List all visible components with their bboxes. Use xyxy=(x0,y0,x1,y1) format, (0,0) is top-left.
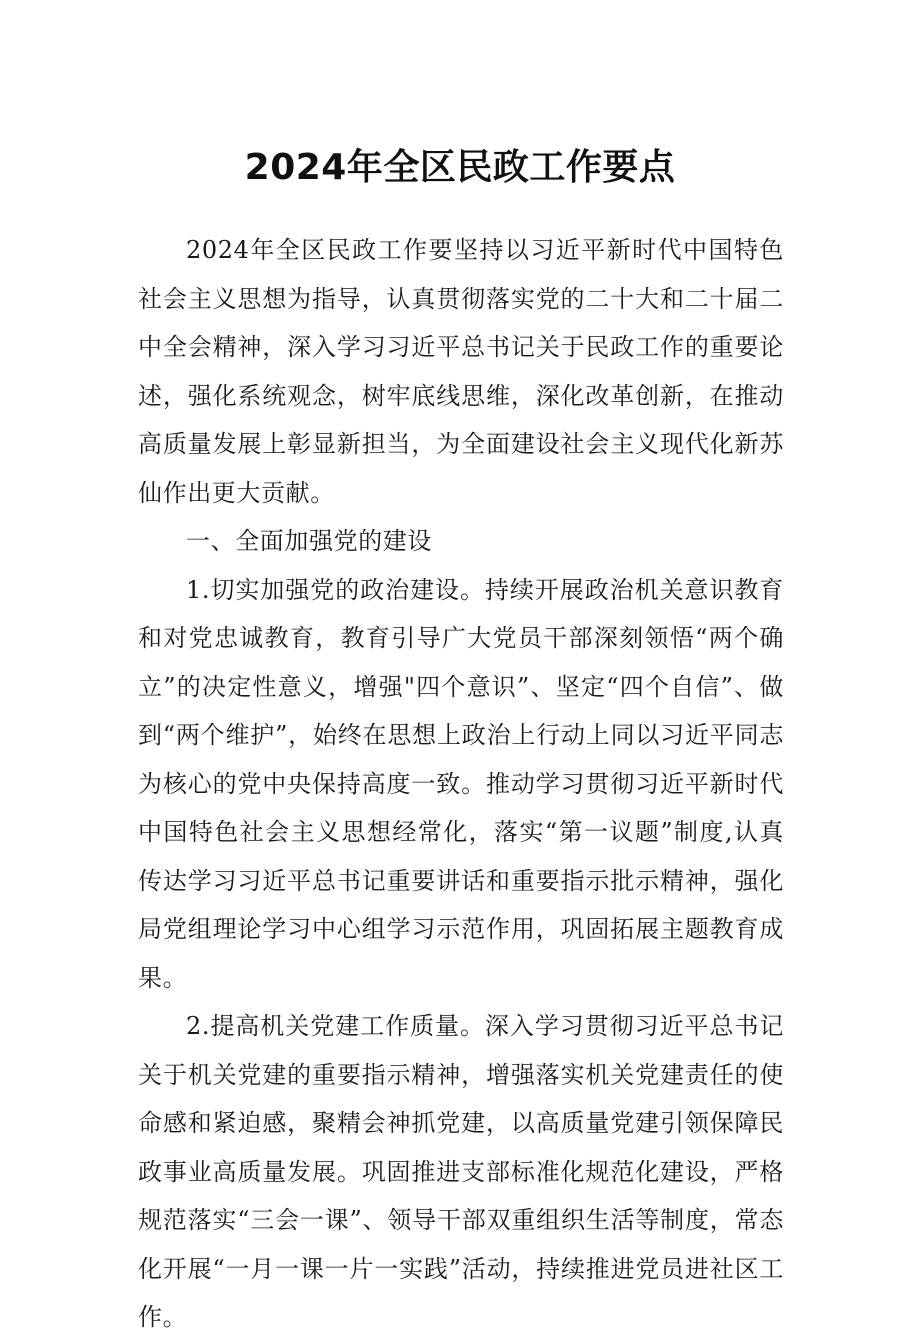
document-title: 2024年全区民政工作要点 xyxy=(244,147,676,189)
section-heading-1: 一、全面加强党的建设 xyxy=(186,527,432,555)
document-body xyxy=(138,226,784,1342)
intro-paragraph: 2024年全区民政工作要坚持以习近平新时代中国特色社会主义思想为指导，认真贯彻落实党的二十大和二十届二中全会精神，深入学习习近平总书记关于民政工作的重要论述，强化系统观念，树牢底线思维，深化改革创新，在推动高质量发展上彰显新担当，为全面建设社会主义现代化新苏仙作出更大贡献。 xyxy=(138,236,784,507)
item-paragraph-1: 1.切实加强党的政治建设。持续开展政治机关意识教育和对党忠诚教育，教育引导广大党员干部深刻领悟“两个确立”的决定性意义，增强"四个意识”、坚定“四个自信”、做到“两个维护”，始终在思想上政治上行动上同以习近平同志为核心的党中央保持高度一致。推动学习贯彻习近平新时代中国特色社会主义思想经常化，落实“第一议题”制度,认真传达学习习近平总书记重要讲话和重要指示批示精神，强化局党组理论学习中心组学习示范作用，巩固拓展主题教育成果。 xyxy=(138,575,784,992)
item-paragraph-2: 2.提高机关党建工作质量。深入学习贯彻习近平总书记关于机关党建的重要指示精神，增强落实机关党建责任的使命感和紧迫感，聚精会神抓党建，以高质量党建引领保障民政事业高质量发展。巩固推进支部标准化规范化建设，严格规范落实“三会一课”、领导干部双重组织生活等制度，常态化开展“一月一课一片一实践”活动，持续推进党员进社区工作。 xyxy=(138,1012,784,1331)
